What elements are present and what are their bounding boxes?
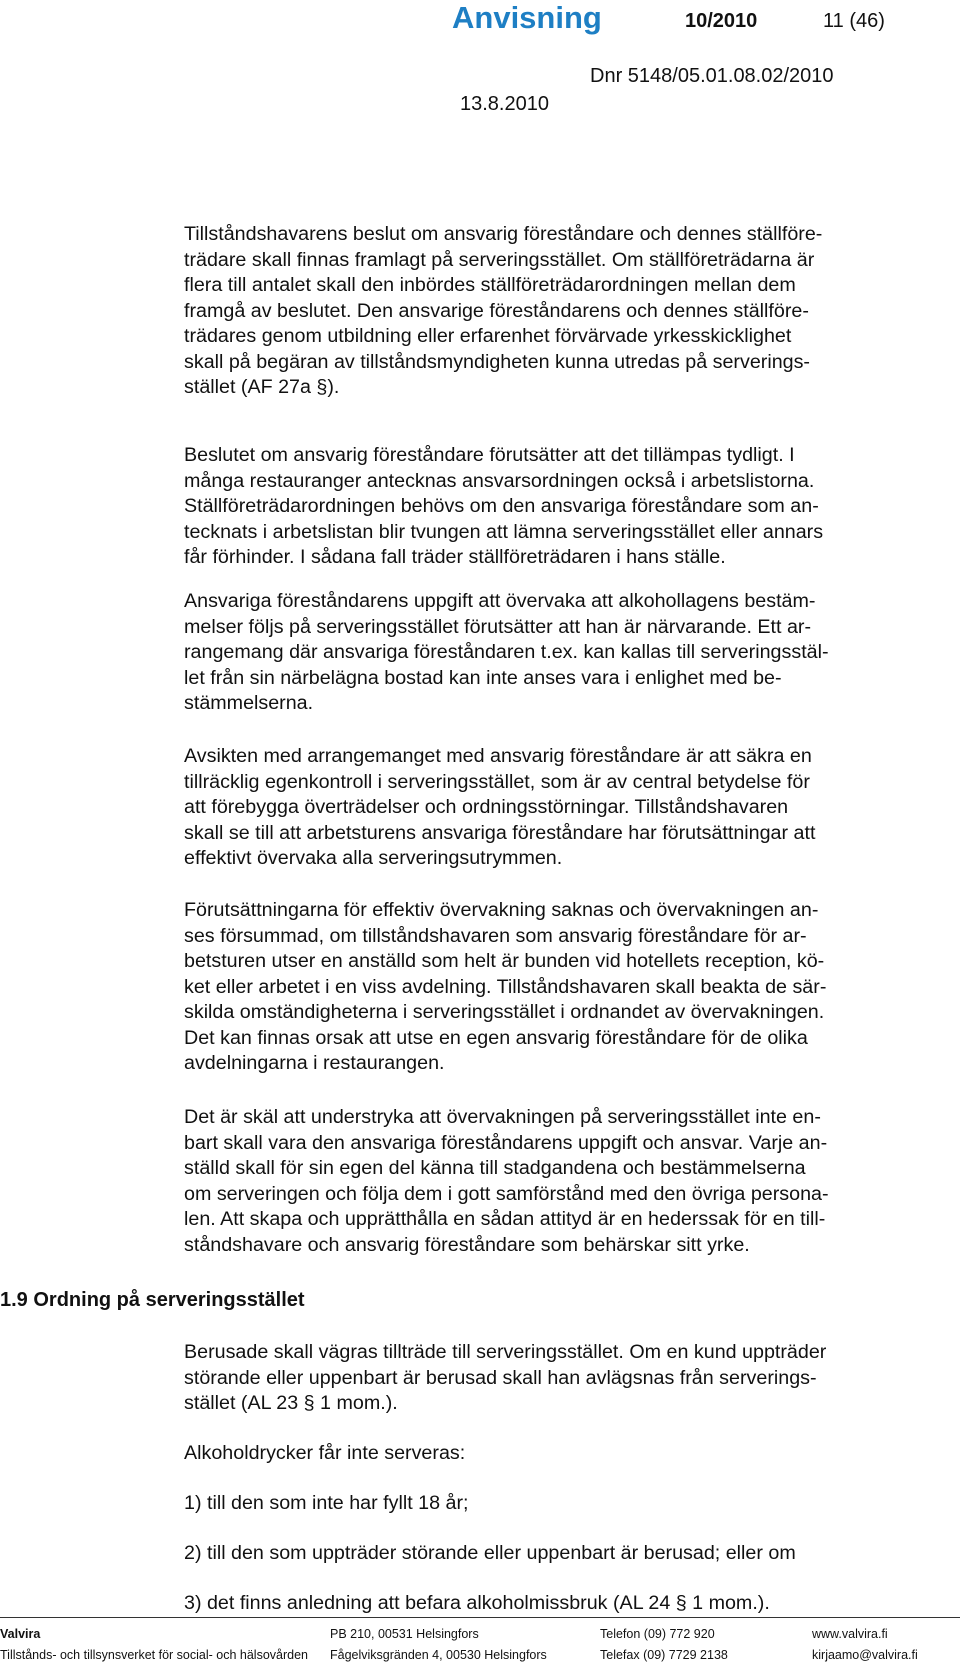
text-line: att förebygga överträdelser och ordningsstörningar. Tillståndshavaren [184,796,789,818]
text-line: avdelningarna i restaurangen. [184,1052,445,1074]
paragraph-3 [184,589,956,717]
paragraph-1 [184,222,956,401]
text-line: framgå av beslutet. Den ansvarige föreståndarens och dennes ställföre- [184,299,809,322]
text-line: 3) det finns anledning att befara alkoholmissbruk (AL 24 § 1 mom.). [184,1592,770,1614]
text-line: Ansvariga föreståndarens uppgift att övervaka att alkohollagens bestäm- [184,590,816,612]
text-line: stället (AF 27a §). [184,376,340,398]
list-item-3 [184,1591,956,1617]
text-line: ses försummad, om tillståndshavaren som ansvarig föreståndare för ar- [184,924,807,947]
text-line: ket eller arbetet i en viss avdelning. Tillståndshavaren skall beakta de sär- [184,975,827,998]
page-number: 11 (46) [823,10,885,32]
text-line: Förutsättningarna för effektiv övervakning saknas och övervakningen an- [184,899,819,921]
section-paragraph-2 [184,1441,956,1467]
document-number: 10/2010 [685,10,758,32]
footer-divider [0,1617,960,1618]
diary-number: Dnr 5148/05.01.08.02/2010 [590,65,834,87]
text-line: Avsikten med arrangemanget med ansvarig föreståndare är att säkra en [184,745,812,767]
document-type-title: Anvisning [452,0,602,35]
text-line: betsturen utser en anställd som helt är bunden vid hotellets reception, kö- [184,950,825,972]
text-line: skilda omständigheterna i serveringsstället i ordnandet av övervakningen. [184,1001,825,1023]
footer-org-name: Valvira [0,1627,41,1641]
text-line: Det är skäl att understryka att övervakningen på serveringsstället inte en- [184,1106,821,1128]
text-line: om serveringen och följa dem i gott samförstånd med den övriga persona- [184,1182,829,1205]
list-item-2 [184,1541,956,1567]
text-line: tillräcklig egenkontroll i serveringsstället, som är av central betydelse för [184,770,810,793]
text-line: stället (AL 23 § 1 mom.). [184,1392,398,1414]
text-line: let från sin närbelägna bostad kan inte anses vara i enlighet med be- [184,666,782,689]
text-line: Berusade skall vägras tillträde till serveringsstället. Om en kund uppträder [184,1341,827,1363]
paragraph-2 [184,443,956,571]
text-line: trädare skall finnas framlagt på serveringsstället. Om ställföreträdarna är [184,248,815,271]
text-line: flera till antalet skall den inbördes ställföreträdarordningen mellan dem [184,274,796,296]
text-line: 1) till den som inte har fyllt 18 år; [184,1492,469,1514]
text-line: skall se till att arbetsturens ansvariga föreståndare har förutsättningar att [184,821,816,844]
list-item-1 [184,1491,956,1517]
footer-org-full: Tillstånds- och tillsynsverket för social- och hälsovården [0,1648,308,1662]
text-line: Tillståndshavarens beslut om ansvarig föreståndare och dennes ställföre- [184,223,823,245]
footer-email-link[interactable]: kirjaamo@valvira.fi [812,1648,918,1662]
text-line: Beslutet om ansvarig föreståndare förutsätter att det tillämpas tydligt. I [184,444,795,466]
paragraph-4 [184,744,956,872]
footer-postal: PB 210, 00531 Helsingfors [330,1627,479,1641]
text-line: får förhinder. I sådana fall träder ställföreträdaren i hans ställe. [184,546,726,568]
text-line: skall på begäran av tillståndsmyndigheten kunna utredas på serverings- [184,350,810,373]
footer-fax: Telefax (09) 7729 2138 [600,1648,728,1662]
document-date: 13.8.2010 [460,93,549,115]
text-line: Det kan finnas orsak att utse en egen ansvarig föreståndare för de olika [184,1026,808,1049]
footer-street: Fågelviksgränden 4, 00530 Helsingfors [330,1648,547,1662]
section-paragraph-1 [184,1340,956,1417]
text-line: len. Att skapa och upprätthålla en sådan attityd är en hederssak för en till- [184,1208,826,1230]
text-line: effektivt övervaka alla serveringsutrymmen. [184,847,563,869]
text-line: tecknats i arbetslistan blir tvungen att lämna serveringsstället eller annars [184,520,824,543]
text-line: melser följs på serveringsstället förutsätter att han är närvarande. Ett ar- [184,615,812,638]
text-line: ställd skall för sin egen del känna till stadgandena och bestämmelserna [184,1157,806,1179]
footer-web-link[interactable]: www.valvira.fi [812,1627,888,1641]
text-line: störande eller uppenbart är berusad skall han avlägsnas från serverings- [184,1366,817,1389]
text-line: 2) till den som uppträder störande eller uppenbart är berusad; eller om [184,1542,796,1564]
text-line: rangemang där ansvariga föreståndaren t.ex. kan kallas till serveringsstäl- [184,641,829,663]
paragraph-5 [184,898,956,1077]
paragraph-6 [184,1105,956,1258]
text-line: Ställföreträdarordningen behövs om den ansvariga föreståndare som an- [184,495,819,517]
text-line: bart skall vara den ansvariga föreståndarens uppgift och ansvar. Varje an- [184,1131,828,1154]
footer-phone: Telefon (09) 772 920 [600,1627,715,1641]
text-line: stämmelserna. [184,692,314,714]
text-line: många restauranger antecknas ansvarsordningen också i arbetslistorna. [184,469,815,492]
section-heading: 1.9 Ordning på serveringsstället [0,1289,305,1311]
text-line: ståndshavare och ansvarig föreståndare som behärskar sitt yrke. [184,1233,750,1256]
text-line: trädares genom utbildning eller erfarenhet förvärvade yrkesskicklighet [184,325,792,347]
text-line: Alkoholdrycker får inte serveras: [184,1442,466,1464]
